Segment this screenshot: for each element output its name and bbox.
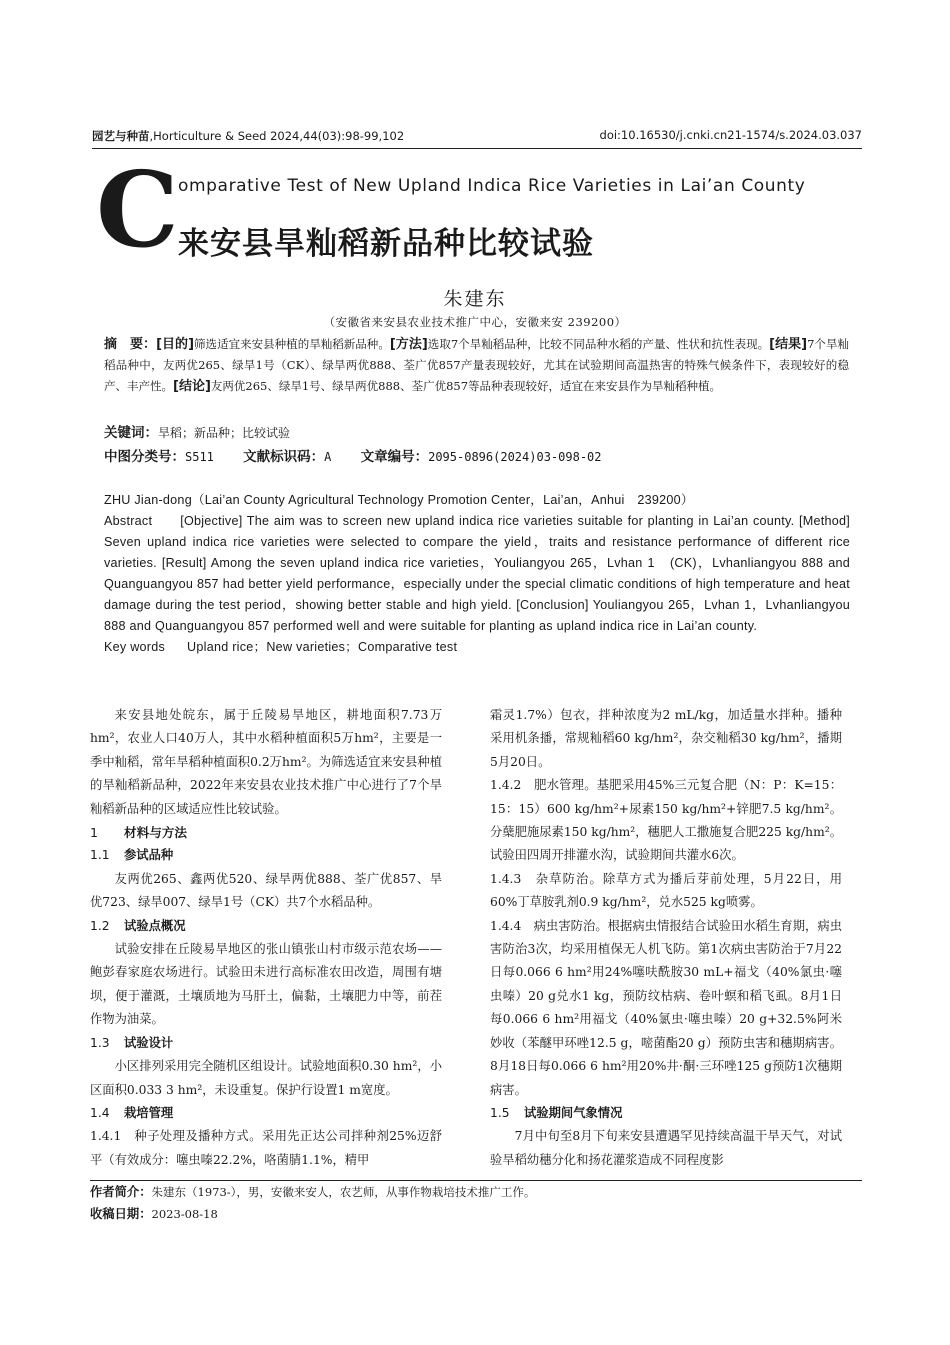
author-bio: 作者简介：朱建东（1973-），男，安徽来安人，农艺师，从事作物栽培技术推广工作。 xyxy=(90,1185,536,1199)
header-rule xyxy=(92,148,862,149)
english-author-line: ZHU Jian-dong（Lai’an County Agricultural Technology Promotion Center，Lai’an，Anhui 239200） xyxy=(104,493,694,507)
paragraph: 试验安排在丘陵易旱地区的张山镇张山村市级示范农场——鲍彭春家庭农场进行。试验田未进行高标准农田改造，周围有塘坝，便于灌溉，土壤质地为马肝土，偏黏，土壤肥力中等，前茬作物为油菜。 xyxy=(90,942,442,1027)
intro-paragraph: 来安县地处皖东，属于丘陵易旱地区，耕地面积7.73万hm²，农业人口40万人，其中水稻种植面积5万hm²，主要是一季中籼稻，常年旱稻种植面积0.2万hm²。为筛选适宜来安县种植的旱籼稻新品种，2022年来安县农业技术推广中心进行了7个旱籼稻新品种的区域适应性比较试验。 xyxy=(90,708,442,816)
english-abstract: Abstract [Objective] The aim was to screen new upland indica rice varieties suitable for planting in Lai’an county. [Method] Seven upland indica rice varieties were selected to compare the yield，traits and resistance performance of different rice varieties. [Result] Among the seven upland indica rice varieties，Youliangyou 265，Lvhan 1 (CK)，Lvhanliangyou 888 and Quanguangyou 857 had better yield performance，especially under the special climatic conditions of high temperature and heat damage during the test period，showing better stable and high yield. [Conclusion] Youliangyou 265，Lvhan 1，Lvhanliangyou 888 and Quanguangyou 857 performed well and were suitable for planting as upland indica rice in Lai’an county. xyxy=(104,514,850,633)
paragraph: 霜灵1.7%）包衣，拌种浓度为2 mL/kg，加适量水拌种。播种采用机条播，常规籼稻60 kg/hm²，杂交籼稻30 kg/hm²，播期5月20日。 xyxy=(490,708,842,769)
paragraph: 1.4.3 杂草防治。除草方式为播后芽前处理，5月22日，用60%丁草胺乳剂0.9 kg/hm²，兑水525 kg喷雾。 xyxy=(490,871,842,910)
paragraph: 友两优265、鑫两优520、绿旱两优888、荃广优857、旱优723、绿旱007、绿旱1号（CK）共7个水稻品种。 xyxy=(90,871,442,910)
paragraph: 1.4.1 种子处理及播种方式。采用先正达公司拌种剂25%迈舒平（有效成分：噻虫嗪22.2%，咯菌腈1.1%，精甲 xyxy=(90,1129,442,1167)
section-heading: 1 材料与方法 xyxy=(90,825,187,841)
english-title: omparative Test of New Upland Indica Rice Varieties in Lai’an County xyxy=(178,176,806,196)
author-name: 朱建东 xyxy=(443,288,507,310)
affiliation: （安徽省来安县农业技术推广中心，安徽来安 239200） xyxy=(323,315,627,329)
running-header xyxy=(92,128,862,146)
classification-line: 中图分类号：S511 文献标识码：A 文章编号：2095-0896(2024)03-098-02 xyxy=(104,449,602,465)
doi: doi:10.16530/j.cnki.cn21-1574/s.2024.03.037 xyxy=(599,128,862,142)
journal-citation: 园艺与种苗,Horticulture & Seed 2024,44(03):98-99,102 xyxy=(92,129,405,143)
paragraph: 小区排列采用完全随机区组设计。试验地面积0.30 hm²，小区面积0.033 3 hm²，未设重复。保护行设置1 m宽度。 xyxy=(90,1059,442,1097)
paragraph: 1.4.4 病虫害防治。根据病虫情报结合试验田水稻生育期，病虫害防治3次，均采用植保无人机飞防。第1次病虫害防治于7月22日每0.066 6 hm²用24%噻呋酰胺30 mL+福戈（40%氯虫·噻虫嗪）20 g兑水1 kg，预防纹枯病、卷叶螟和稻飞虱。8月1日每0.066 6 hm²用福戈（40%氯虫·噻虫嗪）20 g+32.5%阿米妙收（苯醚甲环唑12.5 g，嘧菌酯20 g）预防虫害和穗期病害。8月18日每0.066 6 hm²用20%井·酮·三环唑125 g预防1次穗期病害。 xyxy=(490,918,842,1097)
body-right-column xyxy=(490,704,842,1172)
title-initial: C xyxy=(96,148,179,271)
chinese-title: 来安县旱籼稻新品种比较试验 xyxy=(178,226,594,262)
keywords-chinese: 关键词：旱稻；新品种；比较试验 xyxy=(104,425,291,441)
subsection-heading: 1.2 试验点概况 xyxy=(90,918,186,933)
paragraph: 1.4.2 肥水管理。基肥采用45%三元复合肥（N：P：K=15：15：15）600 kg/hm²+尿素150 kg/hm²+锌肥7.5 kg/hm²。分蘖肥施尿素150 kg/hm²，穗肥人工撒施复合肥225 kg/hm²。试验田四周开排灌水沟，试验期间共灌水6次。 xyxy=(490,778,842,863)
subsection-heading: 1.4 栽培管理 xyxy=(90,1105,174,1120)
english-keywords: Key words Upland rice；New varieties；Comparative test xyxy=(104,640,458,654)
received-date: 收稿日期：2023-08-18 xyxy=(90,1207,218,1221)
abstract-chinese: 摘 要：[目的]筛选适宜来安县种植的旱籼稻新品种。[方法]选取7个旱籼稻品种，比较不同品种水稻的产量、性状和抗性表现。[结果]7个旱籼稻品种中，友两优265、绿旱1号（CK）、绿旱两优888、荃广优857产量表现较好，尤其在试验期间高温热害的特殊气候条件下，表现较好的稳产、丰产性。[结论]友两优265、绿旱1号、绿旱两优888、荃广优857等品种表现较好，适宜在来安县作为旱籼稻种植。 xyxy=(104,337,849,394)
subsection-heading: 1.5 试验期间气象情况 xyxy=(490,1105,623,1120)
footnote-rule xyxy=(90,1180,862,1181)
body-left-column xyxy=(90,704,442,1172)
subsection-heading: 1.3 试验设计 xyxy=(90,1035,174,1050)
paragraph: 7月中旬至8月下旬来安县遭遇罕见持续高温干旱天气，对试验旱稻幼穗分化和扬花灌浆造成不同程度影 xyxy=(490,1129,842,1167)
english-abstract-block xyxy=(104,490,850,658)
subsection-heading: 1.1 参试品种 xyxy=(90,848,174,863)
